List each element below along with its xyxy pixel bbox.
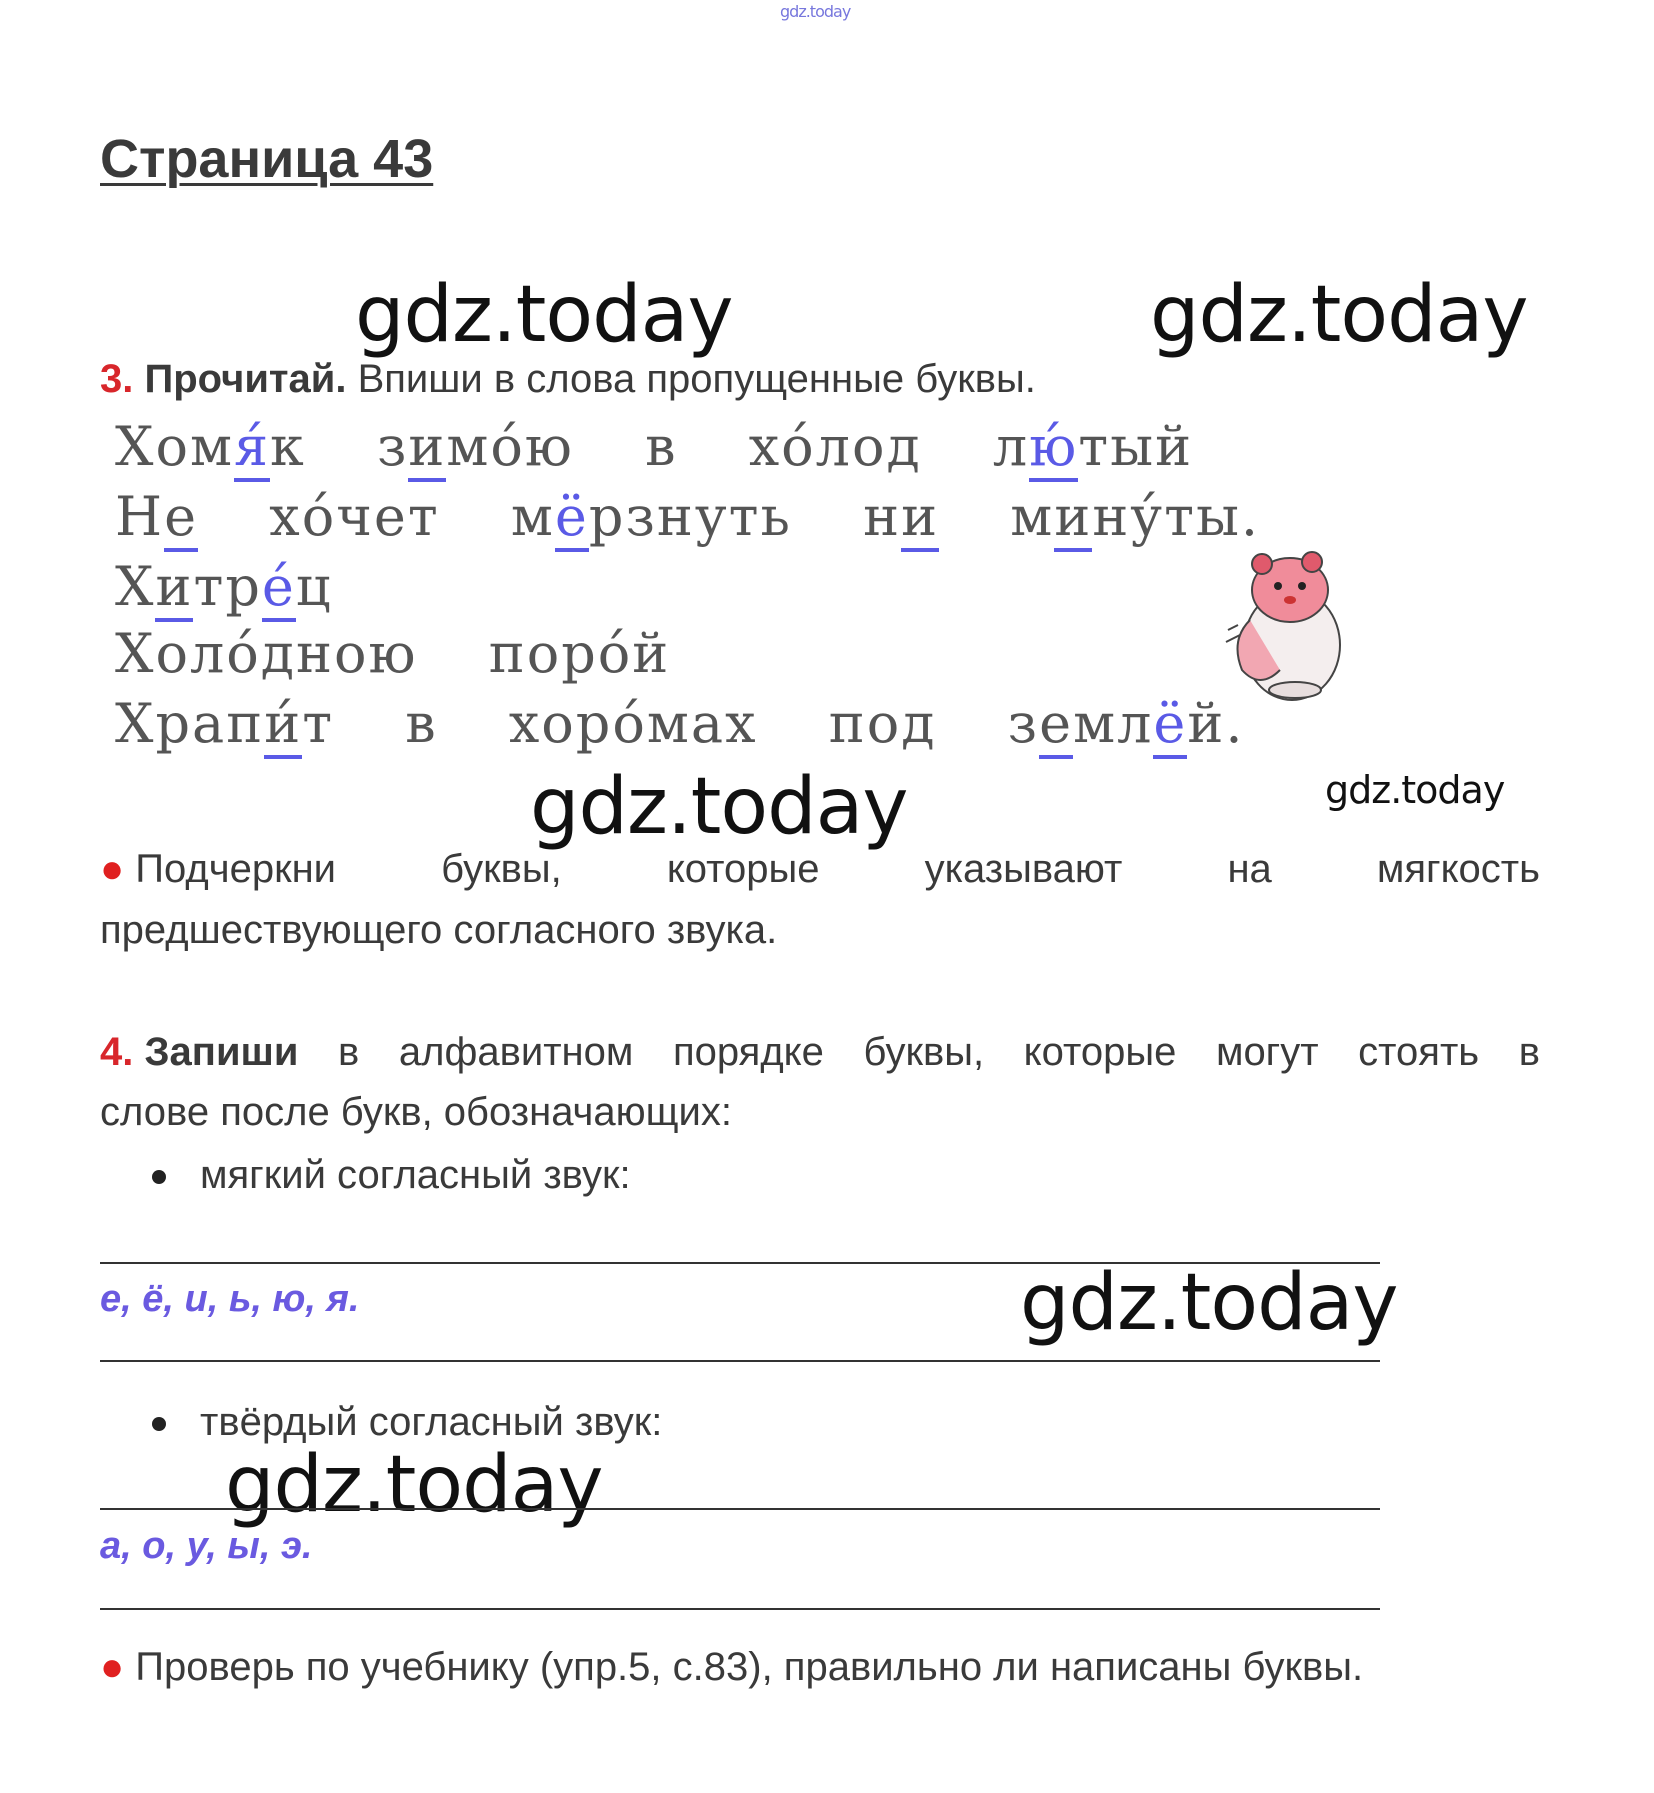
- poem-word: зимо́ю: [377, 415, 574, 478]
- task3-number: 3.: [100, 357, 134, 401]
- poem-word: Хомя́к: [115, 415, 306, 478]
- poem-line-1: [115, 415, 1245, 478]
- inserted-letter: ю́: [1029, 415, 1078, 482]
- task4-word: алфавитном: [398, 1030, 634, 1074]
- poem-word: Хитре́ц: [115, 555, 333, 618]
- task4-item1: мягкий согласный звук:: [152, 1153, 631, 1198]
- subtask-word: буквы,: [441, 847, 562, 891]
- poem-word: в: [405, 692, 438, 755]
- task4-lead: [100, 1030, 298, 1075]
- inserted-letter: ё: [555, 485, 589, 552]
- poem-line-3: [115, 555, 385, 618]
- poem-word: поро́й: [488, 622, 671, 685]
- underlined-letter: и: [901, 485, 939, 552]
- task3-subtask: [100, 847, 1540, 892]
- watermark-3: gdz.today: [530, 762, 908, 852]
- task3-heading: [100, 357, 1036, 402]
- answer-2: а, о, у, ы, э.: [100, 1525, 313, 1567]
- poem-line-5: [115, 692, 1297, 755]
- subtask-word: которые: [666, 847, 820, 891]
- poem-word: хоро́мах: [508, 692, 758, 755]
- task4-bold-word: Запиши: [144, 1030, 299, 1074]
- watermark-5: gdz.today: [1020, 1258, 1398, 1348]
- underlined-letter: и: [408, 415, 446, 482]
- subtask-word: на: [1227, 847, 1272, 891]
- poem-word: лю́тый: [993, 415, 1193, 478]
- poem-word: Холо́дною: [115, 622, 418, 685]
- poem-word: мину́ты.: [1010, 485, 1260, 548]
- task4-word: которые: [1023, 1030, 1177, 1074]
- watermark-top: gdz.today: [780, 2, 851, 21]
- poem-word: хо́чет: [269, 485, 440, 548]
- task3-instruction: Впиши в слова пропущенные буквы.: [357, 357, 1036, 401]
- poem-word: Не: [115, 485, 198, 548]
- watermark-4: gdz.today: [1325, 768, 1505, 812]
- inserted-letter: ё: [1153, 692, 1187, 759]
- underlined-letter: е: [1039, 692, 1073, 759]
- subtask-word: мягкость: [1376, 847, 1540, 891]
- task4-word: стоять: [1358, 1030, 1480, 1074]
- inserted-letter: е́: [262, 555, 296, 622]
- poem-word: Храпи́т: [115, 692, 334, 755]
- task4-line2: слове после букв, обозначающих:: [100, 1090, 733, 1134]
- subtask-word: ● Подчеркни: [100, 847, 337, 891]
- task3-subtask-line2: предшествующего согласного звука.: [100, 908, 778, 952]
- answer-line: [100, 1508, 1380, 1510]
- poem-line-2: [115, 485, 1312, 548]
- bullet-icon: ●: [100, 847, 136, 891]
- task3-bold-word: Прочитай.: [144, 357, 347, 401]
- task4-word: порядке: [672, 1030, 824, 1074]
- inserted-letter: я́: [234, 415, 270, 482]
- bullet-icon: [152, 1417, 166, 1431]
- task4-heading: [100, 1030, 1540, 1075]
- poem-word: мёрзнуть: [511, 485, 792, 548]
- answer-line: [100, 1360, 1380, 1362]
- bullet-icon: [152, 1170, 166, 1184]
- task4-word: могут: [1215, 1030, 1319, 1074]
- underlined-letter: и: [1054, 485, 1092, 552]
- underlined-letter: е: [164, 485, 198, 552]
- answer-line: [100, 1608, 1380, 1610]
- watermark-1: gdz.today: [355, 270, 733, 360]
- task4-word: буквы,: [863, 1030, 985, 1074]
- page-title: Страница 43: [100, 129, 434, 189]
- task4-word: в: [338, 1030, 360, 1074]
- watermark-2: gdz.today: [1150, 270, 1528, 360]
- task4-check: ● Проверь по учебнику (упр.5, с.83), правильно ли написаны буквы.: [100, 1645, 1364, 1689]
- poem-word: хо́лод: [748, 415, 922, 478]
- answer-1: е, ё, и, ь, ю, я.: [100, 1278, 360, 1320]
- poem-line-4: [115, 622, 722, 685]
- bullet-icon: ●: [100, 1645, 136, 1689]
- task4-word: в: [1518, 1030, 1540, 1074]
- watermark-6: gdz.today: [225, 1440, 603, 1530]
- poem-word: землёй.: [1008, 692, 1245, 755]
- poem-word: под: [828, 692, 937, 755]
- poem-word: в: [645, 415, 678, 478]
- task4-number: 4.: [100, 1030, 134, 1074]
- hamster-illustration: [1220, 550, 1360, 705]
- underlined-letter: и́: [264, 692, 302, 759]
- subtask-word: указывают: [924, 847, 1123, 891]
- task4-item2: твёрдый согласный звук:: [152, 1400, 662, 1445]
- underlined-letter: и: [155, 555, 193, 622]
- poem-word: ни: [863, 485, 939, 548]
